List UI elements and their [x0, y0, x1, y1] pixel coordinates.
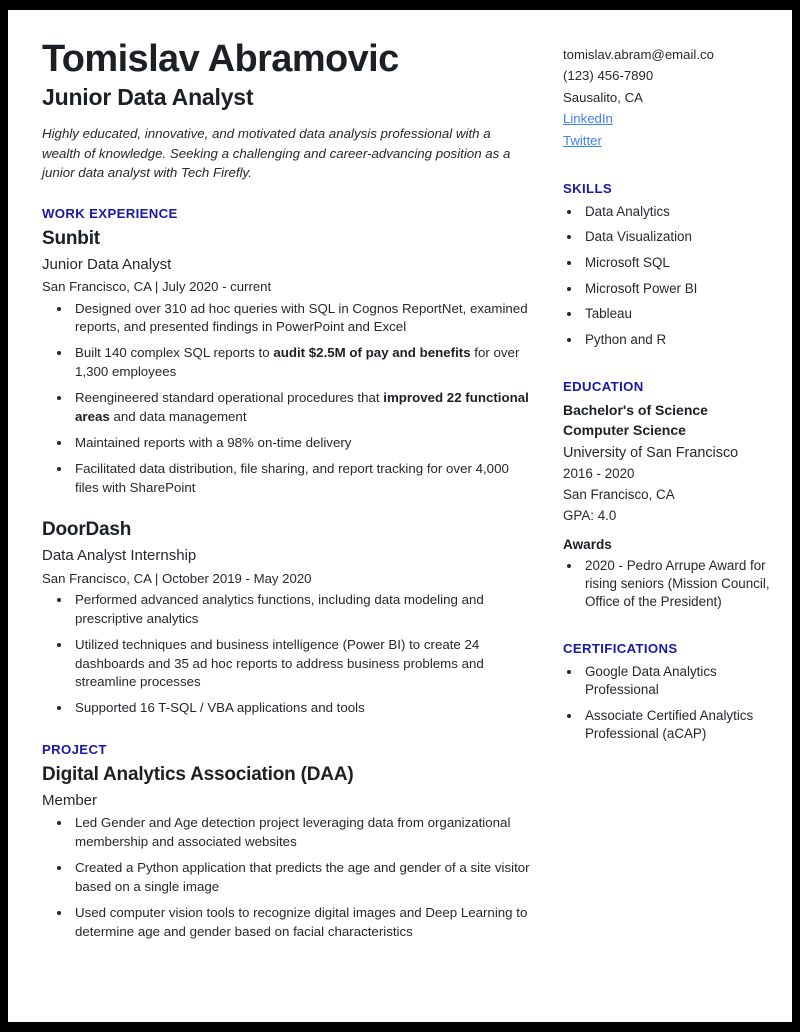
education-gpa: GPA: 4.0 [563, 507, 617, 523]
job-bullet-list [42, 300, 531, 498]
education-degree-line-2: Computer Science [563, 421, 686, 438]
twitter-link[interactable]: Twitter [563, 132, 602, 148]
project-section [42, 742, 531, 942]
candidate-name: Tomislav Abramovic [42, 38, 399, 80]
awards-heading: Awards [563, 536, 612, 552]
bullet-item: • Designed over 310 ad hoc queries with SQL in Cognos ReportNet, examined reports, and presented findings in PowerPoint and Excel [72, 300, 531, 338]
job-location-dates: San Francisco, CA | July 2020 - current [42, 279, 272, 295]
education-school: University of San Francisco [563, 444, 739, 461]
bullet-item: • Facilitated data distribution, file sharing, and report tracking for over 4,000 files with SharePoint [72, 460, 531, 498]
project-bullet-list [42, 814, 531, 941]
contact-email: tomislav.abram@email.co [563, 47, 714, 62]
project-heading: PROJECT [42, 742, 107, 758]
bullet-item: • Performed advanced analytics functions, including data modeling and prescriptive analytics [72, 591, 531, 629]
skill-item: • Data Visualization [582, 228, 776, 246]
contact-location: Sausalito, CA [563, 89, 643, 105]
bullet-item: • Supported 16 T-SQL / VBA applications and tools [72, 699, 531, 718]
certifications-list [563, 663, 776, 743]
project-title: Digital Analytics Association (DAA) [42, 764, 354, 786]
job-bullet-list [42, 591, 531, 718]
bullet-item: • Used computer vision tools to recognize digital images and Deep Learning to determine age and gender based on facial characteristics [72, 904, 531, 942]
skills-heading: SKILLS [563, 180, 612, 196]
education-section [563, 379, 776, 611]
work-experience-heading: WORK EXPERIENCE [42, 206, 178, 222]
sidebar-column [547, 40, 776, 944]
education-heading: EDUCATION [563, 378, 644, 394]
resume-page [8, 10, 792, 1022]
awards-list [563, 557, 776, 611]
work-experience-section [42, 206, 531, 718]
resume-header [42, 40, 531, 182]
contact-phone: (123) 456-7890 [563, 68, 654, 84]
employer-name: Sunbit [42, 228, 100, 250]
education-degree-line-1: Bachelor's of Science [563, 401, 708, 418]
candidate-headline: Junior Data Analyst [42, 83, 254, 110]
certification-item: • Google Data Analytics Professional [582, 663, 776, 699]
certification-item: • Associate Certified Analytics Professional (aCAP) [582, 707, 776, 743]
bullet-item: • Utilized techniques and business intelligence (Power BI) to create 24 dashboards and 35 ad hoc reports to address business problems and streamline processes [72, 636, 531, 693]
job-title: Data Analyst Internship [42, 547, 197, 565]
certifications-section [563, 641, 776, 743]
skill-item: • Microsoft SQL [582, 254, 776, 272]
award-item: • 2020 - Pedro Arrupe Award for rising seniors (Mission Council, Office of the President) [582, 557, 776, 611]
bullet-emphasis: audit $2.5M of pay and benefits [273, 345, 471, 361]
skills-section [563, 181, 776, 349]
skill-item: • Data Analytics [582, 203, 776, 221]
work-experience-entry [42, 228, 531, 497]
main-column [42, 40, 547, 944]
job-location-dates: San Francisco, CA | October 2019 - May 2020 [42, 570, 312, 586]
skills-list [563, 203, 776, 349]
skill-item: • Python and R [582, 331, 776, 349]
resume-body [8, 10, 792, 944]
education-years: 2016 - 2020 [563, 466, 635, 482]
bullet-item: • Built 140 complex SQL reports to audit $2.5M of pay and benefits for over 1,300 employees [72, 344, 531, 382]
bullet-item: • Reengineered standard operational procedures that improved 22 functional areas and data management [72, 389, 531, 427]
job-title: Junior Data Analyst [42, 255, 172, 273]
certifications-heading: CERTIFICATIONS [563, 640, 678, 656]
skill-item: • Tableau [582, 305, 776, 323]
professional-summary: Highly educated, innovative, and motivated data analysis professional with a wealth of knowledge. Seeking a challenging and career-advancing position as a junior data analyst with Tech Firefly. [42, 126, 511, 180]
bullet-item: • Maintained reports with a 98% on-time delivery [72, 434, 531, 453]
skill-item: • Microsoft Power BI [582, 280, 776, 298]
work-experience-list [42, 228, 531, 718]
bullet-item: • Led Gender and Age detection project leveraging data from organizational membership and associated websites [72, 814, 531, 852]
employer-name: DoorDash [42, 519, 132, 541]
linkedin-link[interactable]: LinkedIn [563, 111, 613, 127]
contact-block [563, 40, 776, 151]
project-role: Member [42, 791, 98, 809]
project-entry [42, 764, 531, 942]
bullet-emphasis: improved 22 functional areas [75, 390, 529, 424]
bullet-item: • Created a Python application that predicts the age and gender of a site visitor based on a single image [72, 859, 531, 897]
education-location: San Francisco, CA [563, 487, 675, 503]
work-experience-entry [42, 519, 531, 718]
